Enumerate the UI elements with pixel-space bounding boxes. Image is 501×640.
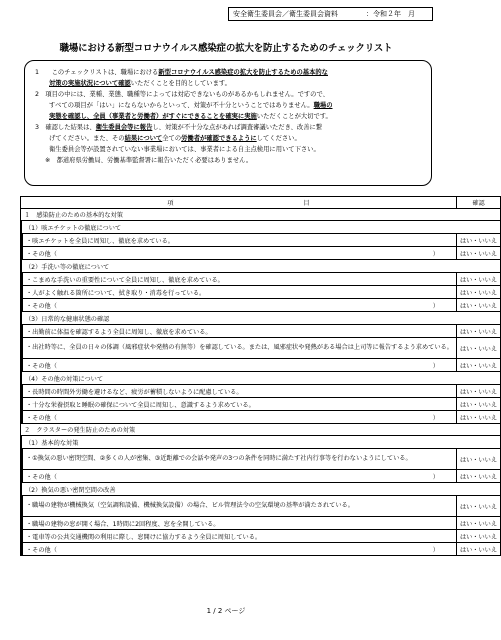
section-row: [21, 424, 501, 436]
check-cell[interactable]: はい・いいえ: [456, 273, 500, 286]
intro-line: 対策の実施状況について確認いただくことを目的としています。: [49, 80, 231, 87]
subsection-title: （2）換気の悪い密閉空間の改善: [22, 483, 501, 496]
col-item-header: 項 目: [21, 197, 457, 209]
item-text: ・こまめな手洗いの重要性について全員に周知し、徹底を求めている。: [23, 273, 457, 286]
check-cell[interactable]: はい・いいえ: [456, 411, 500, 424]
col-check-header: 確認: [456, 197, 500, 209]
subsection-title: （1）咳エチケットの徹底について: [22, 221, 501, 234]
item-text: ・人がよく触れる箇所について、拭き取り・消毒を行っている。: [23, 286, 457, 299]
item-text: ・出社時等に、全員の日々の体調（風邪症状や発熱の有無等）を確認している。または、風邪症状や発熱がある場合は上司等に報告するよう求めている。: [23, 338, 457, 359]
table-row: [21, 247, 501, 260]
section-title: ２ クラスターの発生防止のための対策: [21, 424, 501, 436]
intro-note: ※ 都道府県労働局、労働基準監督署に報告いただく必要はありません。: [45, 157, 253, 164]
table-row: [21, 273, 501, 286]
intro-line: げてください。また、その結果について全ての労働者が確認できるようにしてください。: [49, 135, 301, 142]
check-cell[interactable]: はい・いいえ: [456, 470, 500, 483]
table-row: [21, 543, 501, 556]
check-cell[interactable]: はい・いいえ: [456, 325, 500, 338]
check-cell[interactable]: はい・いいえ: [456, 359, 500, 372]
intro-line: 3 確認した結果は、衛生委員会等に報告し、対策が不十分な点があれば調査審議いただき、改善に繋: [35, 124, 323, 131]
header-box: [228, 7, 433, 21]
item-text: ・出勤前に体温を確認するよう全員に周知し、徹底を求めている。: [23, 325, 457, 338]
subsection-row: [21, 260, 501, 273]
subsection-row: [21, 312, 501, 325]
item-text: ・長時間の時間外労働を避けるなど、疲労が蓄積しないように配慮している。: [23, 385, 457, 398]
intro-line: 2 項目の中には、業種、業態、職種等によっては対応できないものがあるかもしれません。ですので、: [35, 91, 329, 98]
intro-line: 実態を確認し、全員（事業者と労働者）がすぐにできることを確実に実施いただくことが大切です。: [49, 113, 332, 120]
table-row: [21, 234, 501, 247]
section-title: １ 感染防止のための基本的な対策: [21, 209, 501, 221]
date-label: ：令和２年 月: [366, 10, 415, 18]
check-cell[interactable]: はい・いいえ: [456, 398, 500, 411]
table-row: [21, 449, 501, 470]
table-row: [21, 299, 501, 312]
check-cell[interactable]: はい・いいえ: [456, 286, 500, 299]
other-item[interactable]: ・その他（ ）: [23, 470, 457, 483]
check-cell[interactable]: はい・いいえ: [456, 338, 500, 359]
doc-label: 安全衛生委員会／衛生委員会資料: [233, 10, 338, 18]
table-header-row: [21, 197, 501, 209]
subsection-title: （4）その他の対策について: [22, 372, 501, 385]
item-text: ・咳エチケットを全員に周知し、徹底を求めている。: [23, 234, 457, 247]
table-row: [21, 385, 501, 398]
other-item[interactable]: ・その他（ ）: [23, 543, 457, 556]
table-row: [21, 325, 501, 338]
subsection-row: [21, 221, 501, 234]
check-cell[interactable]: はい・いいえ: [456, 530, 500, 543]
item-text: ・①換気の悪い密閉空間、②多くの人が密集、③近距離での会話や発声の3つの条件を同時に満たす社内行事等を行わないようにしている。: [23, 449, 457, 470]
other-item[interactable]: ・その他（ ）: [23, 359, 457, 372]
table-row: [21, 359, 501, 372]
other-item[interactable]: ・その他（ ）: [23, 299, 457, 312]
page-title: 職場における新型コロナウイルス感染症の拡大を防止するためのチェックリスト: [59, 43, 393, 54]
item-text: ・職場の建物が機械換気（空気調和設備、機械換気設備）の場合、ビル管理法令の空気環境の基準が満たされている。: [23, 496, 457, 517]
intro-line: 1 このチェックリストは、職場における新型コロナウイルス感染症の拡大を防止するための基本的な: [35, 69, 328, 76]
table-row: [21, 338, 501, 359]
item-text: ・職場の建物の窓が開く場合、1時間に2回程度、窓を全開している。: [23, 517, 457, 530]
check-cell[interactable]: はい・いいえ: [456, 234, 500, 247]
check-cell[interactable]: はい・いいえ: [456, 299, 500, 312]
check-cell[interactable]: はい・いいえ: [456, 385, 500, 398]
intro-line: 衛生委員会等が設置されていない事業場においては、事業者による自主点検用に用いて下さい。: [49, 146, 320, 153]
subsection-title: （1）基本的な対策: [22, 436, 501, 449]
subsection-title: （3）日常的な健康状態の確認: [22, 312, 501, 325]
table-row: [21, 398, 501, 411]
subsection-row: [21, 372, 501, 385]
subsection-row: [21, 483, 501, 496]
table-row: [21, 530, 501, 543]
check-cell[interactable]: はい・いいえ: [456, 517, 500, 530]
intro-line: すべての項目が「はい」にならないからといって、対策が不十分ということではありません。職場の: [49, 102, 333, 109]
check-cell[interactable]: はい・いいえ: [456, 449, 500, 470]
intro-box: [24, 60, 432, 186]
item-text: ・十分な栄養摂取と睡眠の確保について全員に周知し、意識するよう求めている。: [23, 398, 457, 411]
page-number: 1 / 2 ページ: [206, 607, 246, 615]
section-row: [21, 209, 501, 221]
check-cell[interactable]: はい・いいえ: [456, 543, 500, 556]
other-item[interactable]: ・その他（ ）: [23, 247, 457, 260]
checklist-table: [20, 196, 501, 556]
table-row: [21, 286, 501, 299]
item-text: ・電車等の公共交通機関の利用に際し、窓開けに協力するよう全員に周知している。: [23, 530, 457, 543]
check-cell[interactable]: はい・いいえ: [456, 496, 500, 517]
table-row: [21, 470, 501, 483]
table-row: [21, 517, 501, 530]
table-row: [21, 496, 501, 517]
table-row: [21, 411, 501, 424]
subsection-title: （2）手洗い等の徹底について: [22, 260, 501, 273]
other-item[interactable]: ・その他（ ）: [23, 411, 457, 424]
check-cell[interactable]: はい・いいえ: [456, 247, 500, 260]
subsection-row: [21, 436, 501, 449]
